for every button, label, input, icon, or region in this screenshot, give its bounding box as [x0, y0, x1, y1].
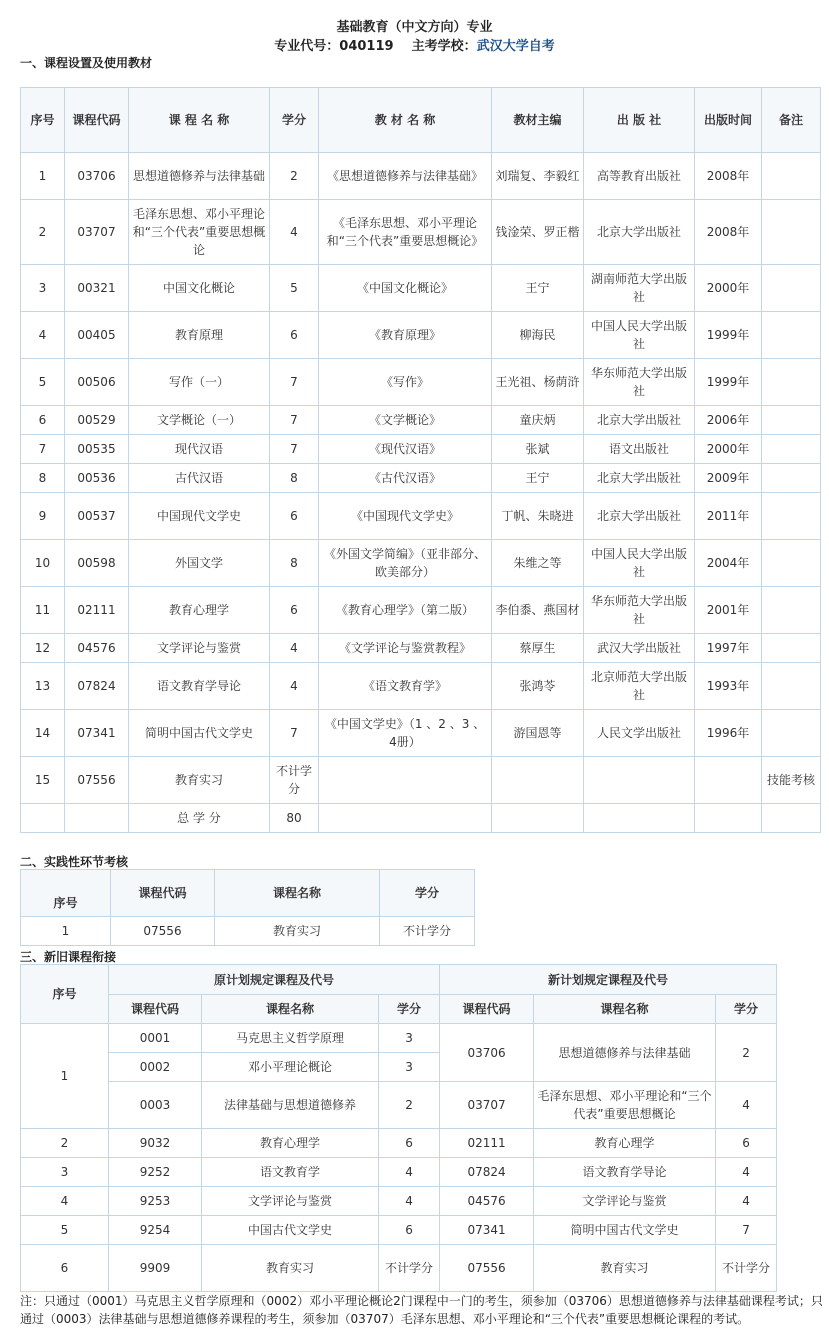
table-cell: [762, 587, 821, 634]
table-row: [21, 1216, 777, 1245]
practice-table-header: [21, 870, 475, 917]
table-cell: 4: [270, 663, 319, 710]
table-row: [21, 663, 821, 710]
table-cell: 钱淦荣、罗正楷: [492, 200, 584, 265]
header-cell: 序号: [21, 88, 65, 153]
table-cell: 04576: [440, 1187, 534, 1216]
table-cell: 技能考核: [762, 757, 821, 804]
table-cell: 07556: [111, 917, 215, 946]
table-row: [21, 710, 821, 757]
table-cell: 3: [379, 1024, 440, 1053]
table-cell: 教育原理: [129, 312, 270, 359]
table-cell: 《写作》: [319, 359, 492, 406]
header-cell: 课程代码: [440, 995, 534, 1024]
table-row: [21, 359, 821, 406]
total-row: [21, 804, 821, 833]
header-cell: 序号: [21, 870, 111, 917]
table-cell: 中国古代文学史: [202, 1216, 379, 1245]
table-row: [21, 634, 821, 663]
table-cell: 03706: [65, 153, 129, 200]
table-cell: 北京大学出版社: [584, 406, 695, 435]
table-cell: 9032: [109, 1129, 202, 1158]
table-cell: 5: [21, 359, 65, 406]
table-row: [21, 435, 821, 464]
header-cell: 学分: [379, 995, 440, 1024]
table-cell: 07341: [65, 710, 129, 757]
transition-table: [20, 964, 777, 1292]
table-cell: 13: [21, 663, 65, 710]
table-cell: [762, 265, 821, 312]
table-cell: 总 学 分: [129, 804, 270, 833]
table-cell: 《古代汉语》: [319, 464, 492, 493]
table-cell: [762, 200, 821, 265]
table-cell: 0002: [109, 1053, 202, 1082]
header-cell: 序号: [21, 965, 109, 1024]
table-cell: [695, 804, 762, 833]
header-cell: 备注: [762, 88, 821, 153]
table-cell: 00405: [65, 312, 129, 359]
course-table: [20, 87, 821, 833]
table-cell: 思想道德修养与法律基础: [534, 1024, 716, 1082]
school-label: 主考学校：: [411, 39, 477, 54]
table-cell: 00321: [65, 265, 129, 312]
page-title: 基础教育（中文方向）专业: [336, 20, 493, 35]
table-cell: 1993年: [695, 663, 762, 710]
table-cell: 5: [270, 265, 319, 312]
table-cell: 07824: [440, 1158, 534, 1187]
section3-title: 三、新旧课程衔接: [20, 950, 117, 964]
table-cell: [762, 493, 821, 540]
table-row: [21, 493, 821, 540]
table-cell: 教育心理学: [202, 1129, 379, 1158]
table-row: [21, 464, 821, 493]
table-cell: 4: [21, 312, 65, 359]
table-cell: 9254: [109, 1216, 202, 1245]
table-cell: 张斌: [492, 435, 584, 464]
footnote: 注：只通过（0001）马克思主义哲学原理和（0002）邓小平理论概论2门课程中一门的考生，须参加（03706）思想道德修养与法律基础课程考试；只通过（0003）法律基础与思想道德修养课程的考生，须参加（03707）毛泽东思想、邓小平理论和“三个代表”重要思想概论课程的考试。: [20, 1294, 823, 1326]
table-cell: 6: [379, 1129, 440, 1158]
table-cell: 9: [21, 493, 65, 540]
header-cell: 课程名称: [215, 870, 380, 917]
table-row: [21, 1024, 777, 1053]
table-cell: 柳海民: [492, 312, 584, 359]
table-cell: 80: [270, 804, 319, 833]
table-cell: 02111: [65, 587, 129, 634]
section2-title: 二、实践性环节考核: [20, 855, 129, 869]
table-cell: 00506: [65, 359, 129, 406]
table-cell: 14: [21, 710, 65, 757]
table-cell: 3: [379, 1053, 440, 1082]
table-cell: 教育心理学: [129, 587, 270, 634]
table-cell: 《毛泽东思想、邓小平理论和“三个代表”重要思想概论》: [319, 200, 492, 265]
table-cell: [319, 804, 492, 833]
table-cell: 中国人民大学出版社: [584, 540, 695, 587]
table-cell: 2000年: [695, 435, 762, 464]
table-cell: 2009年: [695, 464, 762, 493]
table-cell: 教育实习: [202, 1245, 379, 1292]
table-cell: 外国文学: [129, 540, 270, 587]
table-cell: [492, 804, 584, 833]
table-cell: 朱维之等: [492, 540, 584, 587]
table-cell: [762, 435, 821, 464]
table-cell: 02111: [440, 1129, 534, 1158]
table-cell: 1999年: [695, 312, 762, 359]
table-row: [21, 1158, 777, 1187]
table-cell: 丁帆、朱晓进: [492, 493, 584, 540]
transition-header-2: [21, 995, 777, 1024]
header-cell: 学分: [380, 870, 475, 917]
table-row: [21, 587, 821, 634]
table-cell: 03706: [440, 1024, 534, 1082]
table-cell: 文学评论与鉴赏: [534, 1187, 716, 1216]
table-cell: 1996年: [695, 710, 762, 757]
header-cell: 出版时间: [695, 88, 762, 153]
table-cell: 07824: [65, 663, 129, 710]
table-row: [21, 917, 475, 946]
table-row: [21, 406, 821, 435]
table-cell: 思想道德修养与法律基础: [129, 153, 270, 200]
school-name: 武汉大学自考: [476, 39, 555, 54]
table-cell: 教育心理学: [534, 1129, 716, 1158]
header-cell: 教 材 名 称: [319, 88, 492, 153]
old-plan-header: 原计划规定课程及代号: [109, 965, 440, 995]
table-cell: 不计学分: [380, 917, 475, 946]
table-cell: 张鸿苓: [492, 663, 584, 710]
table-row: [21, 757, 821, 804]
table-cell: 不计学分: [716, 1245, 777, 1292]
table-cell: 00598: [65, 540, 129, 587]
table-cell: 03707: [440, 1082, 534, 1129]
table-cell: 4: [21, 1187, 109, 1216]
header-cell: 课程名称: [202, 995, 379, 1024]
table-row: [21, 312, 821, 359]
table-cell: 9253: [109, 1187, 202, 1216]
table-cell: 文学评论与鉴赏: [202, 1187, 379, 1216]
table-cell: [762, 359, 821, 406]
table-cell: 北京大学出版社: [584, 464, 695, 493]
table-cell: 7: [21, 435, 65, 464]
table-cell: 游国恩等: [492, 710, 584, 757]
table-cell: 不计学分: [270, 757, 319, 804]
table-cell: 武汉大学出版社: [584, 634, 695, 663]
table-cell: 蔡厚生: [492, 634, 584, 663]
table-cell: 4: [716, 1082, 777, 1129]
table-cell: 毛泽东思想、邓小平理论和“三个代表”重要思想概论: [534, 1082, 716, 1129]
table-cell: 4: [379, 1158, 440, 1187]
table-cell: 现代汉语: [129, 435, 270, 464]
table-cell: 1: [21, 153, 65, 200]
table-cell: 邓小平理论概论: [202, 1053, 379, 1082]
table-cell: 15: [21, 757, 65, 804]
table-cell: 07556: [440, 1245, 534, 1292]
table-cell: [492, 757, 584, 804]
table-cell: 北京大学出版社: [584, 200, 695, 265]
table-cell: 1: [21, 1024, 109, 1129]
table-cell: 马克思主义哲学原理: [202, 1024, 379, 1053]
table-cell: 2011年: [695, 493, 762, 540]
table-cell: 4: [270, 200, 319, 265]
table-cell: 6: [21, 1245, 109, 1292]
table-cell: 6: [270, 587, 319, 634]
table-cell: 6: [21, 406, 65, 435]
table-row: [21, 1129, 777, 1158]
table-cell: 《外国文学简编》（亚非部分、欧美部分）: [319, 540, 492, 587]
table-cell: 00529: [65, 406, 129, 435]
table-cell: 2008年: [695, 153, 762, 200]
table-cell: 4: [716, 1158, 777, 1187]
table-cell: 04576: [65, 634, 129, 663]
table-cell: 1: [21, 917, 111, 946]
table-cell: 2004年: [695, 540, 762, 587]
course-table-header: [21, 88, 821, 153]
table-cell: 4: [379, 1187, 440, 1216]
table-cell: 2: [379, 1082, 440, 1129]
table-cell: 简明中国古代文学史: [129, 710, 270, 757]
table-cell: 《文学概论》: [319, 406, 492, 435]
header-cell: 学分: [716, 995, 777, 1024]
table-cell: 文学概论（一）: [129, 406, 270, 435]
table-cell: 中国文化概论: [129, 265, 270, 312]
table-cell: [319, 757, 492, 804]
table-cell: 12: [21, 634, 65, 663]
table-cell: 《中国文化概论》: [319, 265, 492, 312]
table-cell: 古代汉语: [129, 464, 270, 493]
table-cell: 7: [270, 359, 319, 406]
table-cell: 00535: [65, 435, 129, 464]
table-cell: [762, 804, 821, 833]
table-cell: 教育实习: [215, 917, 380, 946]
header-cell: 课程代码: [111, 870, 215, 917]
table-cell: 《中国现代文学史》: [319, 493, 492, 540]
table-cell: 教育实习: [129, 757, 270, 804]
table-row: [21, 200, 821, 265]
table-cell: 语文出版社: [584, 435, 695, 464]
table-cell: 《现代汉语》: [319, 435, 492, 464]
header-cell: 课 程 名 称: [129, 88, 270, 153]
table-cell: 6: [270, 312, 319, 359]
table-cell: 8: [270, 464, 319, 493]
header-cell: 课程代码: [65, 88, 129, 153]
table-cell: 9909: [109, 1245, 202, 1292]
header-cell: 学分: [270, 88, 319, 153]
table-row: [21, 1187, 777, 1216]
table-cell: 《教育原理》: [319, 312, 492, 359]
table-cell: 00536: [65, 464, 129, 493]
table-cell: 2: [21, 200, 65, 265]
table-cell: 6: [270, 493, 319, 540]
table-cell: 5: [21, 1216, 109, 1245]
table-cell: 中国人民大学出版社: [584, 312, 695, 359]
table-cell: 6: [716, 1129, 777, 1158]
table-cell: 不计学分: [379, 1245, 440, 1292]
table-cell: 王宁: [492, 464, 584, 493]
table-cell: 3: [21, 1158, 109, 1187]
section1-title: 一、课程设置及使用教材: [20, 56, 153, 70]
table-cell: 4: [270, 634, 319, 663]
table-cell: 7: [716, 1216, 777, 1245]
table-cell: 法律基础与思想道德修养: [202, 1082, 379, 1129]
table-cell: 07556: [65, 757, 129, 804]
major-code: 专业代号：040119: [274, 39, 394, 54]
table-cell: 人民文学出版社: [584, 710, 695, 757]
table-cell: 北京师范大学出版社: [584, 663, 695, 710]
header-cell: 教材主编: [492, 88, 584, 153]
table-cell: 《中国文学史》（1 、2 、3 、4册）: [319, 710, 492, 757]
table-cell: 写作（一）: [129, 359, 270, 406]
table-cell: 00537: [65, 493, 129, 540]
table-cell: [65, 804, 129, 833]
table-cell: [695, 757, 762, 804]
table-cell: 2: [270, 153, 319, 200]
table-cell: 简明中国古代文学史: [534, 1216, 716, 1245]
table-cell: 《文学评论与鉴赏教程》: [319, 634, 492, 663]
table-cell: 6: [379, 1216, 440, 1245]
table-cell: [21, 804, 65, 833]
table-cell: [762, 540, 821, 587]
table-cell: 2: [716, 1024, 777, 1082]
table-cell: 李伯黍、燕国材: [492, 587, 584, 634]
table-cell: 2001年: [695, 587, 762, 634]
table-cell: 8: [270, 540, 319, 587]
table-cell: [762, 710, 821, 757]
transition-header-1: [21, 965, 777, 995]
table-cell: [762, 153, 821, 200]
table-cell: 8: [21, 464, 65, 493]
table-row: [21, 265, 821, 312]
table-cell: 03707: [65, 200, 129, 265]
table-cell: 0001: [109, 1024, 202, 1053]
table-cell: 2: [21, 1129, 109, 1158]
header-cell: 出 版 社: [584, 88, 695, 153]
table-cell: 2008年: [695, 200, 762, 265]
table-row: [21, 540, 821, 587]
table-cell: 高等教育出版社: [584, 153, 695, 200]
table-cell: 王宁: [492, 265, 584, 312]
table-cell: 1997年: [695, 634, 762, 663]
table-cell: 2006年: [695, 406, 762, 435]
table-cell: 童庆炳: [492, 406, 584, 435]
new-plan-header: 新计划规定课程及代号: [440, 965, 777, 995]
table-cell: 华东师范大学出版社: [584, 359, 695, 406]
table-cell: 7: [270, 406, 319, 435]
practice-table: [20, 869, 475, 946]
table-cell: 3: [21, 265, 65, 312]
table-cell: [584, 804, 695, 833]
table-cell: 王光祖、杨荫浒: [492, 359, 584, 406]
table-cell: 语文教育学导论: [129, 663, 270, 710]
table-cell: 刘瑞复、李毅红: [492, 153, 584, 200]
table-cell: 北京大学出版社: [584, 493, 695, 540]
table-cell: 中国现代文学史: [129, 493, 270, 540]
header-cell: 课程名称: [534, 995, 716, 1024]
table-cell: [762, 663, 821, 710]
table-cell: 湖南师范大学出版社: [584, 265, 695, 312]
table-cell: 4: [716, 1187, 777, 1216]
table-cell: 0003: [109, 1082, 202, 1129]
table-cell: 毛泽东思想、邓小平理论和“三个代表”重要思想概论: [129, 200, 270, 265]
page-subtitle: [0, 35, 829, 54]
table-cell: 《思想道德修养与法律基础》: [319, 153, 492, 200]
table-cell: 语文教育学导论: [534, 1158, 716, 1187]
table-cell: [762, 634, 821, 663]
table-cell: [762, 406, 821, 435]
table-cell: [762, 464, 821, 493]
table-cell: 文学评论与鉴赏: [129, 634, 270, 663]
table-row: [21, 153, 821, 200]
table-cell: 2000年: [695, 265, 762, 312]
table-row: [21, 1082, 777, 1129]
table-cell: 07341: [440, 1216, 534, 1245]
table-row: [21, 1245, 777, 1292]
table-cell: 华东师范大学出版社: [584, 587, 695, 634]
table-cell: 7: [270, 435, 319, 464]
table-cell: 《语文教育学》: [319, 663, 492, 710]
table-cell: [762, 312, 821, 359]
table-cell: 1999年: [695, 359, 762, 406]
table-cell: 教育实习: [534, 1245, 716, 1292]
header-cell: 课程代码: [109, 995, 202, 1024]
table-cell: 11: [21, 587, 65, 634]
table-cell: [584, 757, 695, 804]
table-cell: 《教育心理学》（第二版）: [319, 587, 492, 634]
table-cell: 9252: [109, 1158, 202, 1187]
table-cell: 7: [270, 710, 319, 757]
table-cell: 10: [21, 540, 65, 587]
table-cell: 语文教育学: [202, 1158, 379, 1187]
